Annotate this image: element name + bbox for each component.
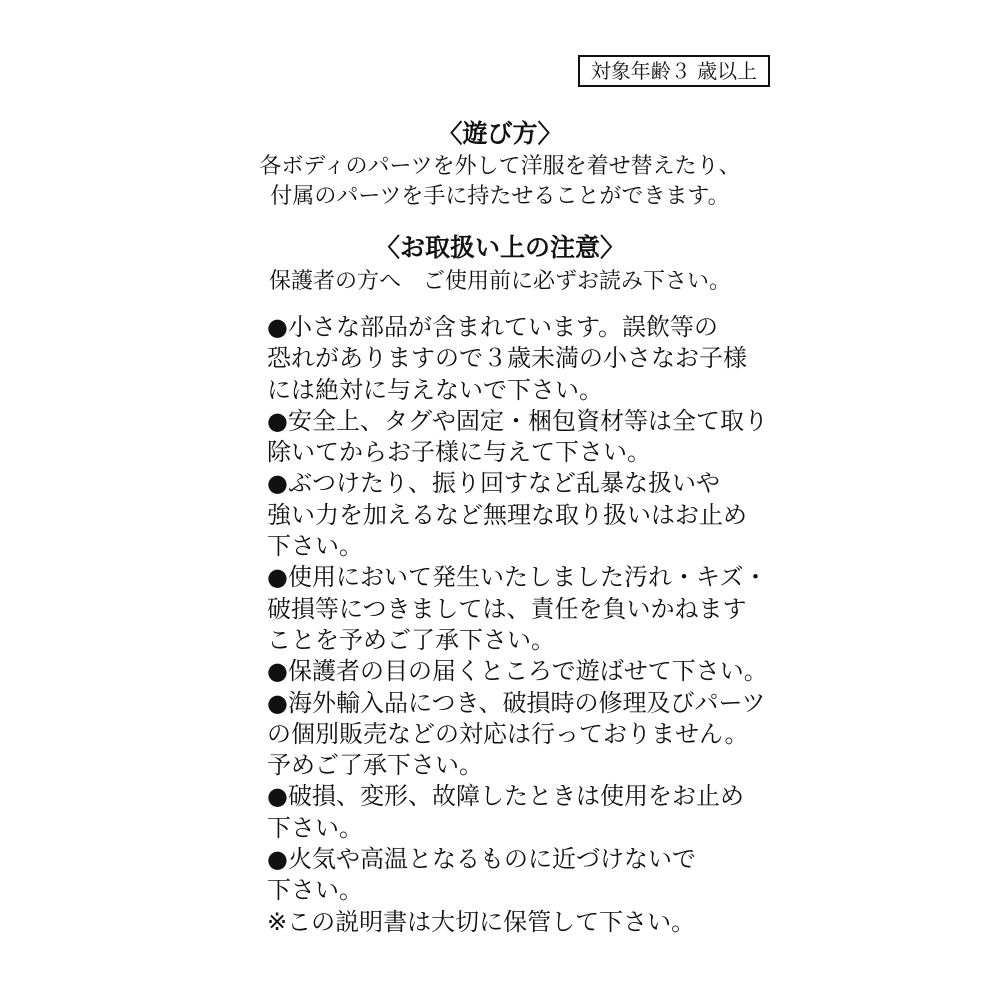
caution-line: ●火気や高温となるものに近づけないで	[267, 845, 696, 874]
play-section-title: 〈遊び方〉	[437, 119, 563, 148]
care-section-title: 〈お取扱い上の注意〉	[374, 233, 625, 262]
caution-line: ●海外輸入品につき、破損時の修理及びパーツ	[267, 688, 766, 717]
care-section-subtitle: 保護者の方へ ご使用前に必ずお読み下さい。	[268, 269, 731, 294]
caution-line: 除いてからお子様に与えて下さい。	[267, 438, 651, 467]
caution-line: 強い力を加えるなど無理な取り扱いはお止め	[267, 500, 747, 529]
caution-line: ●ぶつけたり、振り回すなど乱暴な扱いや	[267, 469, 720, 498]
caution-line: 下さい。	[267, 813, 363, 842]
caution-line: ●保護者の目の届くところで遊ばせて下さい。	[267, 657, 768, 686]
caution-line: ●安全上、タグや固定・梱包資材等は全て取り	[267, 406, 768, 435]
caution-line: 恐れがありますので３歳未満の小さなお子様	[267, 344, 747, 373]
caution-line: ●破損、変形、故障したときは使用をお止め	[267, 782, 744, 811]
caution-line: ●小さな部品が含まれています。誤飲等の	[267, 313, 719, 341]
caution-line: ●使用において発生いたしました汚れ・キズ・	[267, 563, 768, 592]
play-description-line: 各ボディのパーツを外して洋服を着せ替えたり、	[259, 154, 741, 179]
caution-line: 下さい。	[267, 532, 363, 561]
play-description-line: 付属のパーツを手に持たせることができます。	[270, 184, 730, 209]
caution-line: ことを予めご了承下さい。	[267, 625, 555, 654]
caution-line: 破損等につきましては、責任を負いかねます	[267, 594, 747, 623]
age-label: 対象年齢３ 歳以上	[578, 55, 770, 87]
caution-line: 予めご了承下さい。	[267, 751, 483, 780]
caution-line: には絶対に与えないで下さい。	[267, 375, 603, 404]
caution-line: ※この説明書は大切に保管して下さい。	[267, 907, 696, 936]
caution-line: 下さい。	[267, 876, 363, 905]
caution-line: の個別販売などの対応は行っておりません。	[267, 719, 749, 748]
caution-list	[267, 312, 787, 938]
